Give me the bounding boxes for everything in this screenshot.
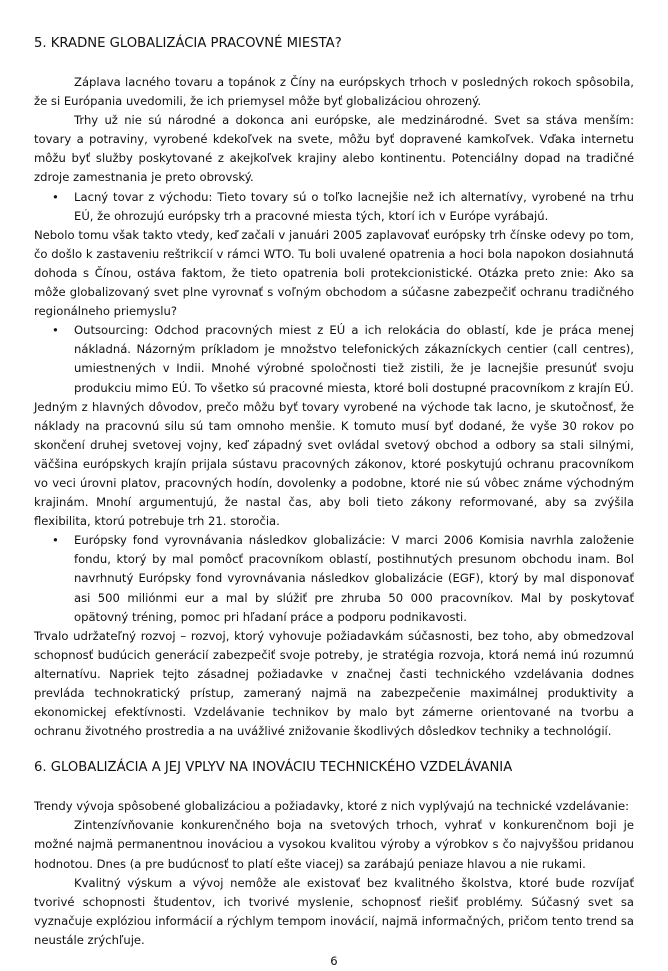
bullet-icon: • — [52, 533, 59, 548]
section-5-paragraph-2: Trhy už nie sú národné a dokonca ani európske, ale medzinárodné. Svet sa stáva menším: tovary a potraviny, vyrobené kdekoľvek na svete, môžu byť dopravené kamkoľvek. Vďaka internetu môžu byť služby poskytované z akejkoľvek krajiny alebo kontinentu. Potenciálny dopad na tradičné zdroje zamestnania je preto obrovský. — [34, 113, 634, 185]
list-item — [34, 531, 634, 626]
bullet-list-3 — [34, 531, 634, 626]
bullet-icon: • — [52, 323, 59, 338]
section-6-intro: Trendy vývoja spôsobené globalizáciou a požiadavky, ktoré z nich vyplývajú na technické vzdelávanie: — [34, 799, 630, 814]
list-item — [34, 188, 634, 226]
list-item-text: Európsky fond vyrovnávania následkov globalizácie: V marci 2006 Komisia navrhla založenie fondu, ktorý by mal pomôcť pracovníkom oblastí, postihnutých presunom obchodu inam. Bol navrhnutý Európsky fond vyrovnávania následkov globalizácie (EGF), ktorý by mal disponovať asi 500 miliónmi eur a mal by slúžiť pre zhruba 50 000 pracovníkov. Mal by poskytovať opätovný tréning, pomoc pri hľadaní práce a podporu podnikavosti. — [74, 533, 634, 624]
bullet-list-1 — [34, 188, 634, 226]
list-item-text: Outsourcing: Odchod pracovných miest z EÚ a ich relokácia do oblastí, kde je práca menej nákladná. Názorným príkladom je množstvo telefonických zákazníckych centier (call centres), umiestnených v Indii. Mnohé výrobné spoločnosti tiež zistili, že je lacnejšie presunúť svoju produkciu mimo EÚ. To všetko sú pracovné miesta, ktoré boli dostupné pracovníkom z krajín EÚ. — [74, 323, 634, 395]
list-item — [34, 321, 634, 397]
document-page — [34, 34, 634, 971]
section-5-paragraph-4: Jedným z hlavných dôvodov, prečo môžu byť tovary vyrobené na východe tak lacno, je skutočnosť, že náklady na pracovnú silu sú tam omnoho menšie. K tomuto musí byť dodané, že vyše 30 rokov po skončení druhej svetovej vojny, keď západný svet ovládal svetový obchod a odbory sa stali silnými, väčšina európskych krajín prijala sústavu pracovných zákonov, ktoré poskytujú ochranu pracovníkom vo veci úrovni platov, pracovných hodín, dovolenky a podobne, ktoré nie sú vôbec známe východným krajinám. Mnohí argumentujú, že nastal čas, aby boli tieto zákony reformované, aby sa zvýšila flexibilita, ktorú potrebuje trh 21. storočia. — [34, 399, 634, 529]
section-5-paragraph-1: Záplava lacného tovaru a topánok z Číny na európskych trhoch v posledných rokoch spôsobila, že si Európania uvedomili, že ich priemysel môže byť globalizáciou ohrozený. — [34, 75, 634, 109]
bullet-list-2 — [34, 321, 634, 397]
section-5-paragraph-5: Trvalo udržateľný rozvoj – rozvoj, ktorý vyhovuje požiadavkám súčasnosti, bez toho, aby obmedzoval schopnosť budúcich generácií zabezpečiť svoje potreby, je stratégia rozvoja, ktorá nemá inú rozumnú alternatívu. Napriek tejto zásadnej požiadavke v značnej časti technického vzdelávania dodnes prevláda technokratický prístup, zameraný najmä na zabezpečenie maximálnej produktivity a ekonomickej efektívnosti. Vzdelávanie technikov by malo byt zámerne orientované na tvorbu a ochranu životného prostredia a na uvážlivé znižovanie škodlivých dôsledkov techniky a technológií. — [34, 628, 634, 739]
section-6-paragraph-2: Kvalitný výskum a vývoj nemôže ale existovať bez kvalitného školstva, ktoré bude rozvíjať tvorivé schopnosti študentov, ich tvorivé myslenie, schopnosť riešiť problémy. Súčasný svet sa vyznačuje explóziou informácií a rýchlym tempom inovácií, najmä informačných, pričom tento trend sa neustále zrýchľuje. — [34, 875, 634, 947]
page-number: 6 — [330, 954, 338, 969]
list-item-text: Lacný tovar z východu: Tieto tovary sú o toľko lacnejšie než ich alternatívy, vyrobené na trhu EÚ, že ohrozujú európsky trh a pracovné miesta tých, ktorí ich v Európe vyrábajú. — [74, 189, 634, 223]
bullet-icon: • — [52, 189, 59, 204]
section-5-heading: 5. KRADNE GLOBALIZÁCIA PRACOVNÉ MIESTA? — [34, 36, 342, 51]
section-6-heading: 6. GLOBALIZÁCIA A JEJ VPLYV NA INOVÁCIU TECHNICKÉHO VZDELÁVANIA — [34, 760, 513, 776]
section-6-paragraph-1: Zintenzívňovanie konkurenčného boja na svetových trhoch, vyhrať v konkurenčnom boji je možné najmä permanentnou inováciou a vysokou kvalitou výroby a výrobkov s čo najvyššou pridanou hodnotou. Dnes (a pre budúcnosť to platí ešte viacej) sa zarábajú peniaze hlavou a nie rukami. — [34, 818, 634, 871]
section-5-paragraph-3: Nebolo tomu však takto vtedy, keď začali v januári 2005 zaplavovať európsky trh čínske odevy po tom, čo došlo k zastaveniu reštrikcií v rámci WTO. Tu boli uvalené opatrenia a hoci bola napokon dosiahnutá dohoda s Čínou, ostáva faktom, že tieto opatrenia boli protekcionistické. Otázka preto znie: Ako sa môže globalizovaný svet plne vyrovnať s voľným obchodom a súčasne zabezpečiť ochranu tradičného regionálneho priemyslu? — [34, 227, 634, 319]
